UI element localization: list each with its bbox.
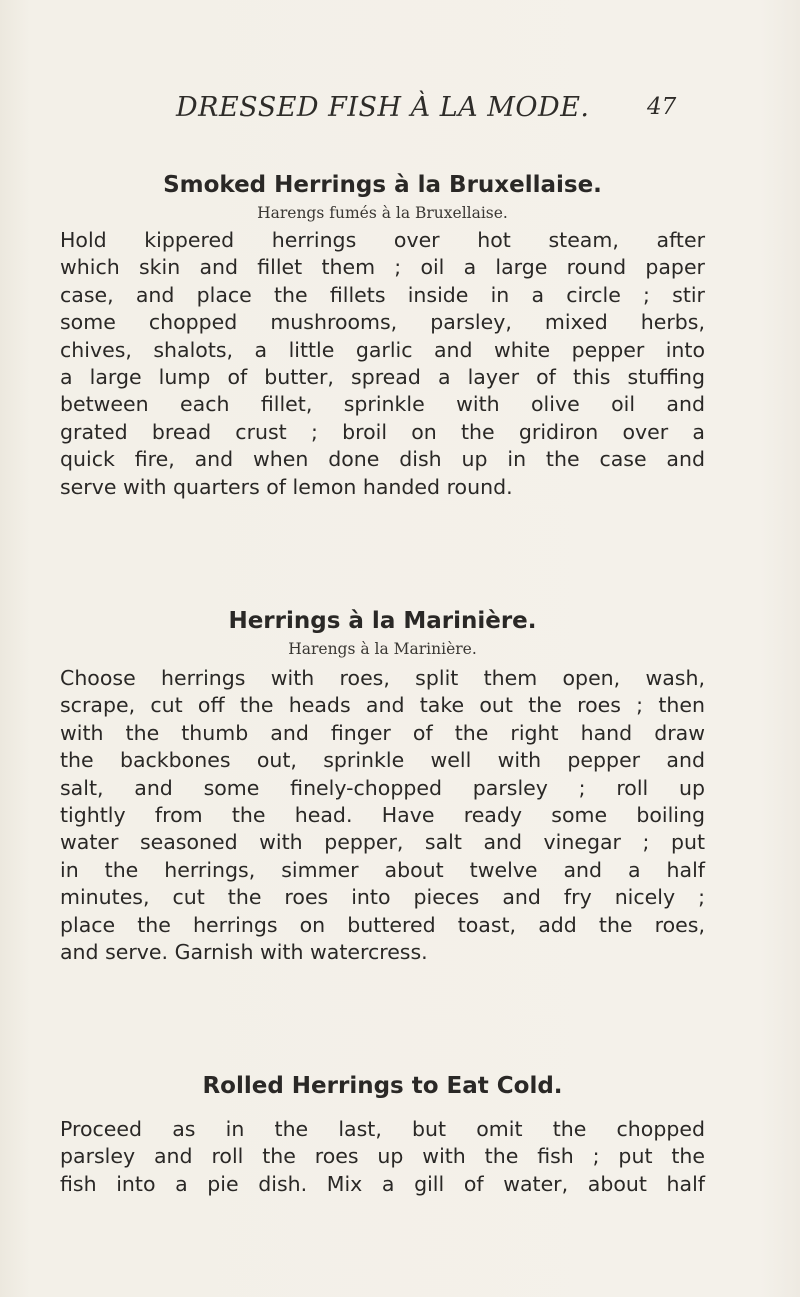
text-line: place the herrings on buttered toast, add the roes, xyxy=(60,912,705,937)
recipe-subheading: Harengs fumés à la Bruxellaise. xyxy=(257,204,508,222)
recipe-herrings-mariniere xyxy=(60,606,705,660)
running-head xyxy=(0,92,800,128)
text-line: serve with quarters of lemon handed round. xyxy=(60,474,513,499)
text-line: Choose herrings with roes, split them open, wash, xyxy=(60,666,705,690)
text-line: Hold kippered herrings over hot steam, after xyxy=(60,228,705,252)
text-line: scrape, cut off the heads and take out the roes ; then xyxy=(60,693,705,718)
recipe-rolled-herrings xyxy=(60,1071,705,1101)
text-line: and serve. Garnish with watercress. xyxy=(60,940,428,965)
running-title: DRESSED FISH À LA MODE. xyxy=(176,92,590,123)
text-line: grated bread crust ; broil on the gridiron over a xyxy=(60,419,705,444)
text-line: parsley and roll the roes up with the fish ; put the xyxy=(60,1144,705,1169)
text-line: salt, and some finely-chopped parsley ; roll up xyxy=(60,775,705,800)
recipe-text xyxy=(60,227,705,501)
text-line: a large lump of butter, spread a layer of this stuffing xyxy=(60,365,705,390)
text-line: chives, shalots, a little garlic and white pepper into xyxy=(60,337,705,362)
text-line: minutes, cut the roes into pieces and fry nicely ; xyxy=(60,885,705,910)
text-line: in the herrings, simmer about twelve and a half xyxy=(60,857,705,882)
recipe-heading: Rolled Herrings to Eat Cold. xyxy=(202,1073,563,1099)
recipe-heading: Herrings à la Marinière. xyxy=(228,608,537,634)
recipe-body xyxy=(60,665,705,966)
page-number: 47 xyxy=(647,94,677,120)
text-line: with the thumb and finger of the right hand draw xyxy=(60,720,705,745)
text-line: the backbones out, sprinkle well with pepper and xyxy=(60,748,705,773)
recipe-subheading: Harengs à la Marinière. xyxy=(288,640,477,658)
text-line: quick fire, and when done dish up in the case and xyxy=(60,447,705,472)
recipe-smoked-herrings xyxy=(60,170,705,224)
text-line: fish into a pie dish. Mix a gill of water, about half xyxy=(60,1171,705,1196)
recipe-text xyxy=(60,1116,705,1198)
recipe-heading: Smoked Herrings à la Bruxellaise. xyxy=(163,172,602,198)
text-line: tightly from the head. Have ready some boiling xyxy=(60,803,705,828)
recipe-body xyxy=(60,1116,705,1198)
recipe-text xyxy=(60,665,705,966)
text-line: which skin and fillet them ; oil a large round paper xyxy=(60,255,705,280)
text-line: water seasoned with pepper, salt and vinegar ; put xyxy=(60,830,705,855)
text-line: some chopped mushrooms, parsley, mixed herbs, xyxy=(60,310,705,335)
text-line: between each fillet, sprinkle with olive oil and xyxy=(60,392,705,417)
text-line: Proceed as in the last, but omit the chopped xyxy=(60,1117,705,1141)
text-line: case, and place the fillets inside in a circle ; stir xyxy=(60,282,705,307)
recipe-body xyxy=(60,227,705,501)
